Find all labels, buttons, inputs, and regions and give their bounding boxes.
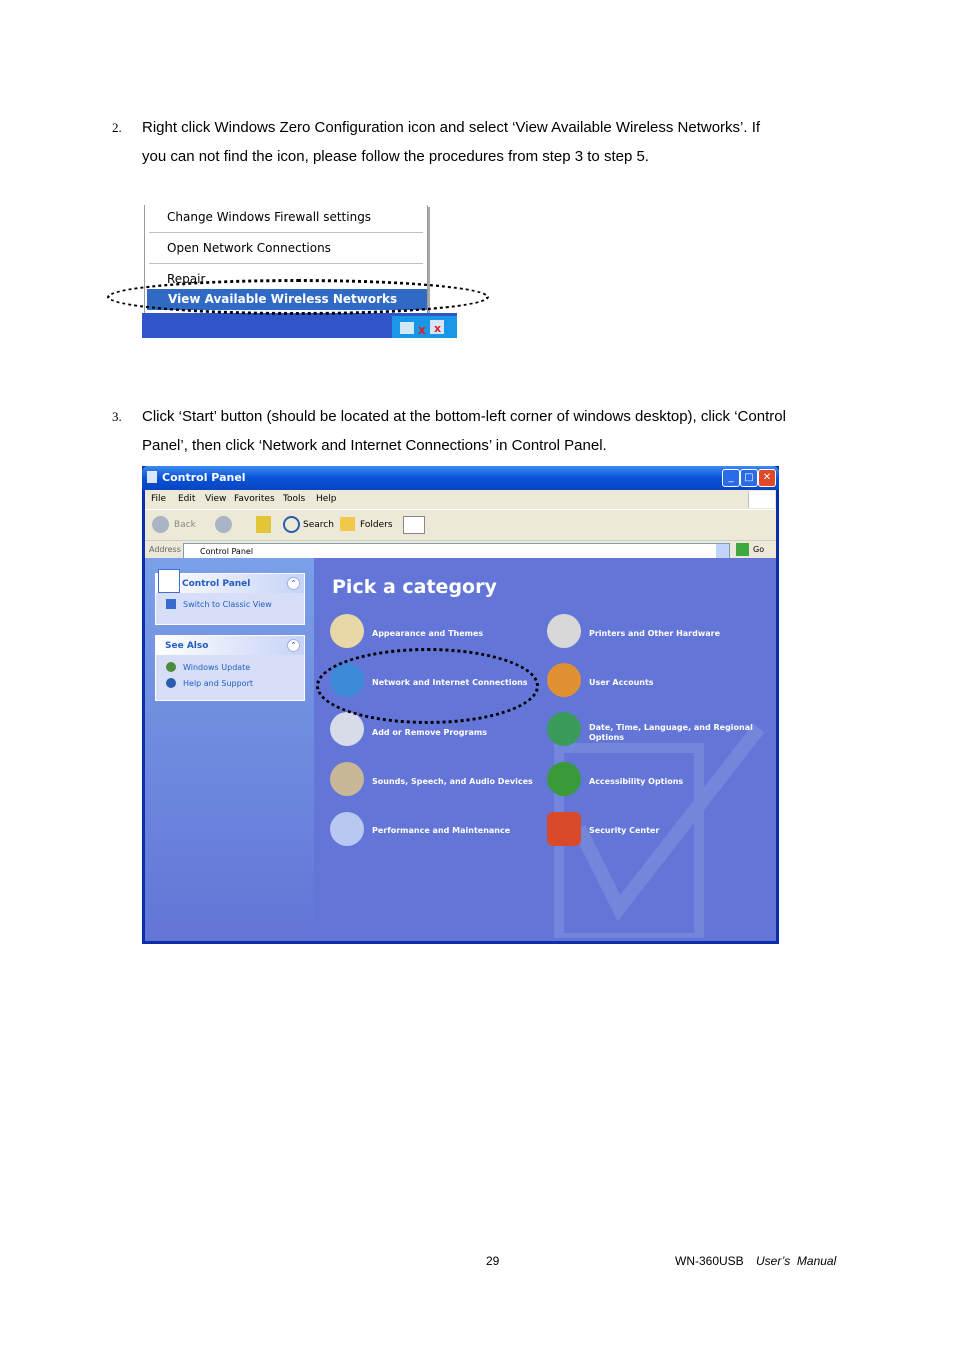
help-icon [166,678,176,688]
collapse-icon[interactable]: ⌃ [287,639,300,652]
category-add-remove-programs[interactable]: Add or Remove Programs [372,728,487,737]
title-bar [142,466,779,490]
help-and-support-link[interactable]: Help and Support [183,679,253,688]
category-security-center[interactable]: Security Center [589,826,660,835]
footer-product: WN-360USB [675,1254,744,1268]
close-button[interactable]: ✕ [758,469,776,487]
wireless-tray-icon[interactable] [392,316,457,338]
step-3-number: 3. [112,409,122,424]
menu-edit[interactable]: Edit [178,494,196,504]
category-pane [314,558,776,941]
category-printers-hardware[interactable]: Printers and Other Hardware [589,629,720,638]
views-icon[interactable] [403,516,425,534]
back-arrow-icon[interactable] [152,516,169,533]
menu-favorites[interactable]: Favorites [234,494,275,504]
sounds-icon[interactable] [330,762,364,796]
category-user-accounts[interactable]: User Accounts [589,678,654,687]
go-button[interactable]: Go [753,545,765,554]
address-bar [145,540,776,559]
user-accounts-icon[interactable] [547,663,581,697]
svg-text:x: x [418,323,426,337]
menu-file[interactable]: File [151,494,167,504]
see-also-title: See Also [165,641,209,651]
system-tray [392,316,457,338]
category-network-internet[interactable]: Network and Internet Connections [372,678,528,687]
minimize-button[interactable]: _ [722,469,740,487]
switch-view-icon [166,599,176,609]
context-menu-screenshot [142,205,457,338]
menu-tools[interactable]: Tools [283,494,306,504]
category-appearance-themes[interactable]: Appearance and Themes [372,629,484,638]
dropdown-arrow-icon[interactable] [716,544,729,558]
menu-item-view-wireless-networks-label: View Available Wireless Networks [168,292,398,306]
performance-icon[interactable] [330,812,364,846]
toolbar [145,509,776,541]
control-panel-box-title: Control Panel [182,579,251,589]
address-label: Address [149,545,181,554]
category-accessibility-options[interactable]: Accessibility Options [589,777,684,786]
forward-arrow-icon[interactable] [215,516,232,533]
control-panel-box [155,573,305,625]
appearance-themes-icon[interactable] [330,614,364,648]
step-2-line-2: you can not find the icon, please follow the procedures from step 3 to step 5. [142,148,649,165]
control-panel-box-header[interactable] [156,574,304,593]
up-folder-icon[interactable] [256,516,271,533]
step-2-number: 2. [112,120,122,135]
search-button[interactable]: Search [303,520,334,530]
category-date-time-language-line-2[interactable]: Options [589,733,625,742]
menu-help[interactable]: Help [316,494,337,504]
address-value: Control Panel [200,547,254,556]
see-also-box [155,635,305,701]
page-number: 29 [486,1254,500,1268]
menu-item-open-network-connections[interactable]: Open Network Connections [167,241,331,255]
step-3-line-1: Click ‘Start’ button (should be located at the bottom-left corner of windows desktop), click ‘Control [142,408,786,425]
highlight-oval [107,279,489,315]
date-time-globe-icon[interactable] [547,712,581,746]
category-sounds-speech-audio[interactable]: Sounds, Speech, and Audio Devices [372,777,533,786]
add-remove-programs-icon[interactable] [330,712,364,746]
network-highlight-oval [316,648,539,724]
window-title: Control Panel [162,471,246,484]
windows-update-link[interactable]: Windows Update [183,663,251,672]
maximize-button[interactable]: □ [740,469,758,487]
step-2-line-1: Right click Windows Zero Configuration icon and select ‘View Available Wireless Networks’. If [142,119,761,136]
switch-to-classic-view-link[interactable]: Switch to Classic View [183,600,272,609]
address-input[interactable] [183,543,730,559]
security-shield-icon[interactable] [547,812,581,846]
folders-button[interactable]: Folders [360,520,393,530]
svg-text:x: x [434,322,442,335]
task-pane [145,558,314,941]
page-heading: Pick a category [332,576,497,598]
menu-separator [149,263,423,264]
menu-view[interactable]: View [205,494,227,504]
menu-item-repair[interactable]: Repair [167,272,206,286]
control-panel-icon [158,569,180,593]
back-button[interactable]: Back [174,520,196,530]
menu-bar [145,490,776,509]
search-icon[interactable] [283,516,300,533]
category-date-time-language[interactable]: Date, Time, Language, and Regional [589,723,753,732]
menu-item-firewall[interactable]: Change Windows Firewall settings [167,210,372,224]
folders-icon[interactable] [340,517,355,531]
windows-update-icon [166,662,176,672]
collapse-icon[interactable]: ⌃ [287,577,300,590]
menu-separator [149,232,423,233]
see-also-header[interactable] [156,636,304,655]
windows-logo-icon [748,491,775,508]
step-3-line-2: Panel’, then click ‘Network and Internet Connections’ in Control Panel. [142,437,607,454]
go-arrow-icon[interactable] [736,543,749,556]
footer-manual: User’s Manual [756,1254,837,1268]
control-panel-icon [147,471,157,483]
category-performance-maintenance[interactable]: Performance and Maintenance [372,826,511,835]
accessibility-icon[interactable] [547,762,581,796]
printer-icon[interactable] [547,614,581,648]
